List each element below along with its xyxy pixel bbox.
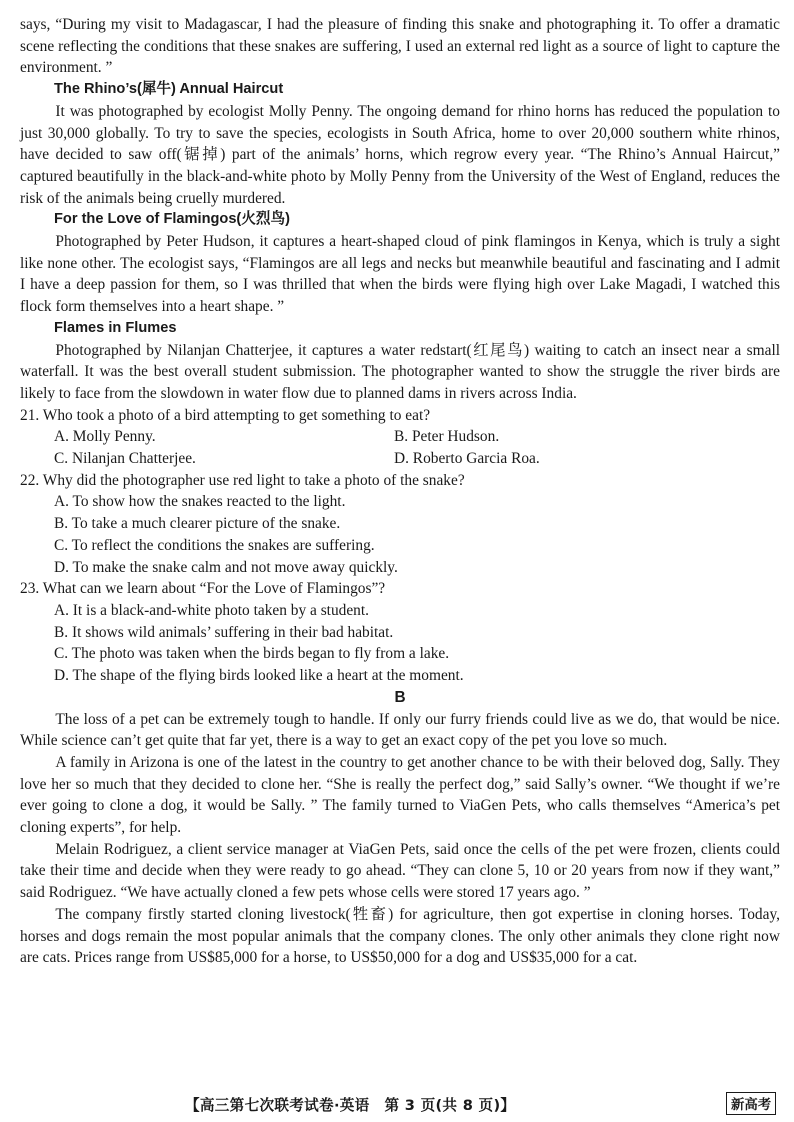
question-22-option-a: A. To show how the snakes reacted to the light. bbox=[54, 493, 346, 511]
question-21-option-c: C. Nilanjan Chatterjee. bbox=[54, 450, 196, 468]
flamingo-section-heading: For the Love of Flamingos(火烈鸟) bbox=[54, 211, 290, 228]
question-22 bbox=[20, 470, 780, 579]
passage-b-letter: B bbox=[394, 688, 406, 706]
question-23-stem: 23. What can we learn about “For the Love of Flamingos”? bbox=[20, 580, 386, 598]
question-21-options-row-2 bbox=[20, 448, 780, 470]
question-22-option-c: C. To reflect the conditions the snakes are suffering. bbox=[54, 536, 375, 554]
flames-section-body: Photographed by Nilanjan Chatterjee, it captures a water redstart(红尾鸟) waiting to catch an insect near a small waterfall. It was the best overall student submission. The photographer wanted to show the struggle the river birds are likely to face from the slowdown in water flow due to planned dams in rivers across India. bbox=[20, 341, 780, 402]
rhino-section-heading: The Rhino’s(犀牛) Annual Haircut bbox=[54, 81, 284, 98]
question-22-option-b: B. To take a much clearer picture of the snake. bbox=[54, 515, 341, 533]
question-21-option-a: A. Molly Penny. bbox=[54, 428, 156, 446]
question-22-stem: 22. Why did the photographer use red light to take a photo of the snake? bbox=[20, 471, 465, 489]
question-23-option-b: B. It shows wild animals’ suffering in their bad habitat. bbox=[54, 623, 394, 641]
passage-b-paragraph-4: The company firstly started cloning livestock(牲畜) for agriculture, then got expertise in cloning horses. Today, horses and dogs remain the most popular animals that the company clones. The only other animals they clone right now are cats. Prices range from US$85,000 for a horse, to US$50,000 for a dog and US$35,000 for a cat. bbox=[20, 905, 780, 967]
page-footer bbox=[0, 1092, 794, 1116]
passage-b-paragraph-3: Melain Rodriguez, a client service manager at ViaGen Pets, said once the cells of the pet were frozen, clients could take their time and decide when they were ready to go ahead. “They can clone 5, 10 or 20 years from now if they want,” said Rodriguez. “We have actually cloned a few pets whose cells were stored 17 years ago. ” bbox=[20, 840, 780, 902]
passage-b-paragraph-1: The loss of a pet can be extremely tough to handle. If only our furry friends could live as we do, that would be nice. While science can’t get quite that far yet, there is a way to get an exact copy of the pet you love so much. bbox=[20, 710, 780, 750]
question-21-option-b: B. Peter Hudson. bbox=[394, 428, 500, 446]
exam-page bbox=[20, 14, 780, 969]
question-21-options-row-1 bbox=[20, 426, 780, 448]
question-21-option-d: D. Roberto Garcia Roa. bbox=[394, 450, 540, 468]
passage-a-intro-paragraph: says, “During my visit to Madagascar, I had the pleasure of finding this snake and photographing it. To offer a dramatic scene reflecting the conditions that these snakes are suffering, I used an external red light as a source of light to capture the environment. ” bbox=[20, 16, 780, 77]
question-21-stem: 21. Who took a photo of a bird attempting to get something to eat? bbox=[20, 406, 431, 424]
question-23 bbox=[20, 578, 780, 687]
flames-section-heading: Flames in Flumes bbox=[54, 319, 177, 336]
flamingo-section-body: Photographed by Peter Hudson, it captures a heart-shaped cloud of pink flamingos in Kenya, which is truly a sight like none other. The ecologist says, “Flamingos are all legs and necks but meanwhile beautiful and fascinating and I admit I have a deep passion for them, so I was thrilled that when the birds were flying high over Lake Magadi, I watched this flock form themselves into a heart shape. ” bbox=[20, 233, 780, 316]
passage-b-paragraph-2: A family in Arizona is one of the latest in the country to get another chance to be with their beloved dog, Sally. They love her so much that they decided to clone her. “She is really the perfect dog,” said Sally’s owner. “We thought if we’re ever going to clone a dog, it would be Sally. ” The family turned to ViaGen Pets, who calls themselves “America’s pet cloning experts”, for help. bbox=[20, 753, 780, 837]
rhino-section-body: It was photographed by ecologist Molly Penny. The ongoing demand for rhino horns has reduced the population to just 30,000 globally. To try to save the species, ecologists in South Africa, home to over 20,000 southern white rhinos, have decided to saw off(锯掉) part of the animals’ horns, which regrow every year. “The Rhino’s Annual Haircut,” captured beautifully in the black-and-white photo by Molly Penny from the University of the West of England, reduces the risk of the animals being cruelly murdered. bbox=[20, 102, 780, 207]
question-22-option-d: D. To make the snake calm and not move away quickly. bbox=[54, 558, 398, 576]
question-23-option-c: C. The photo was taken when the birds began to fly from a lake. bbox=[54, 645, 450, 663]
question-23-option-a: A. It is a black-and-white photo taken by a student. bbox=[54, 601, 369, 619]
question-21 bbox=[20, 405, 780, 470]
question-23-option-d: D. The shape of the flying birds looked like a heart at the moment. bbox=[54, 667, 464, 685]
footer-exam-info: 【高三第七次联考试卷·英语 第 3 页(共 8 页)】 bbox=[185, 1097, 516, 1114]
footer-badge: 新高考 bbox=[726, 1092, 776, 1115]
